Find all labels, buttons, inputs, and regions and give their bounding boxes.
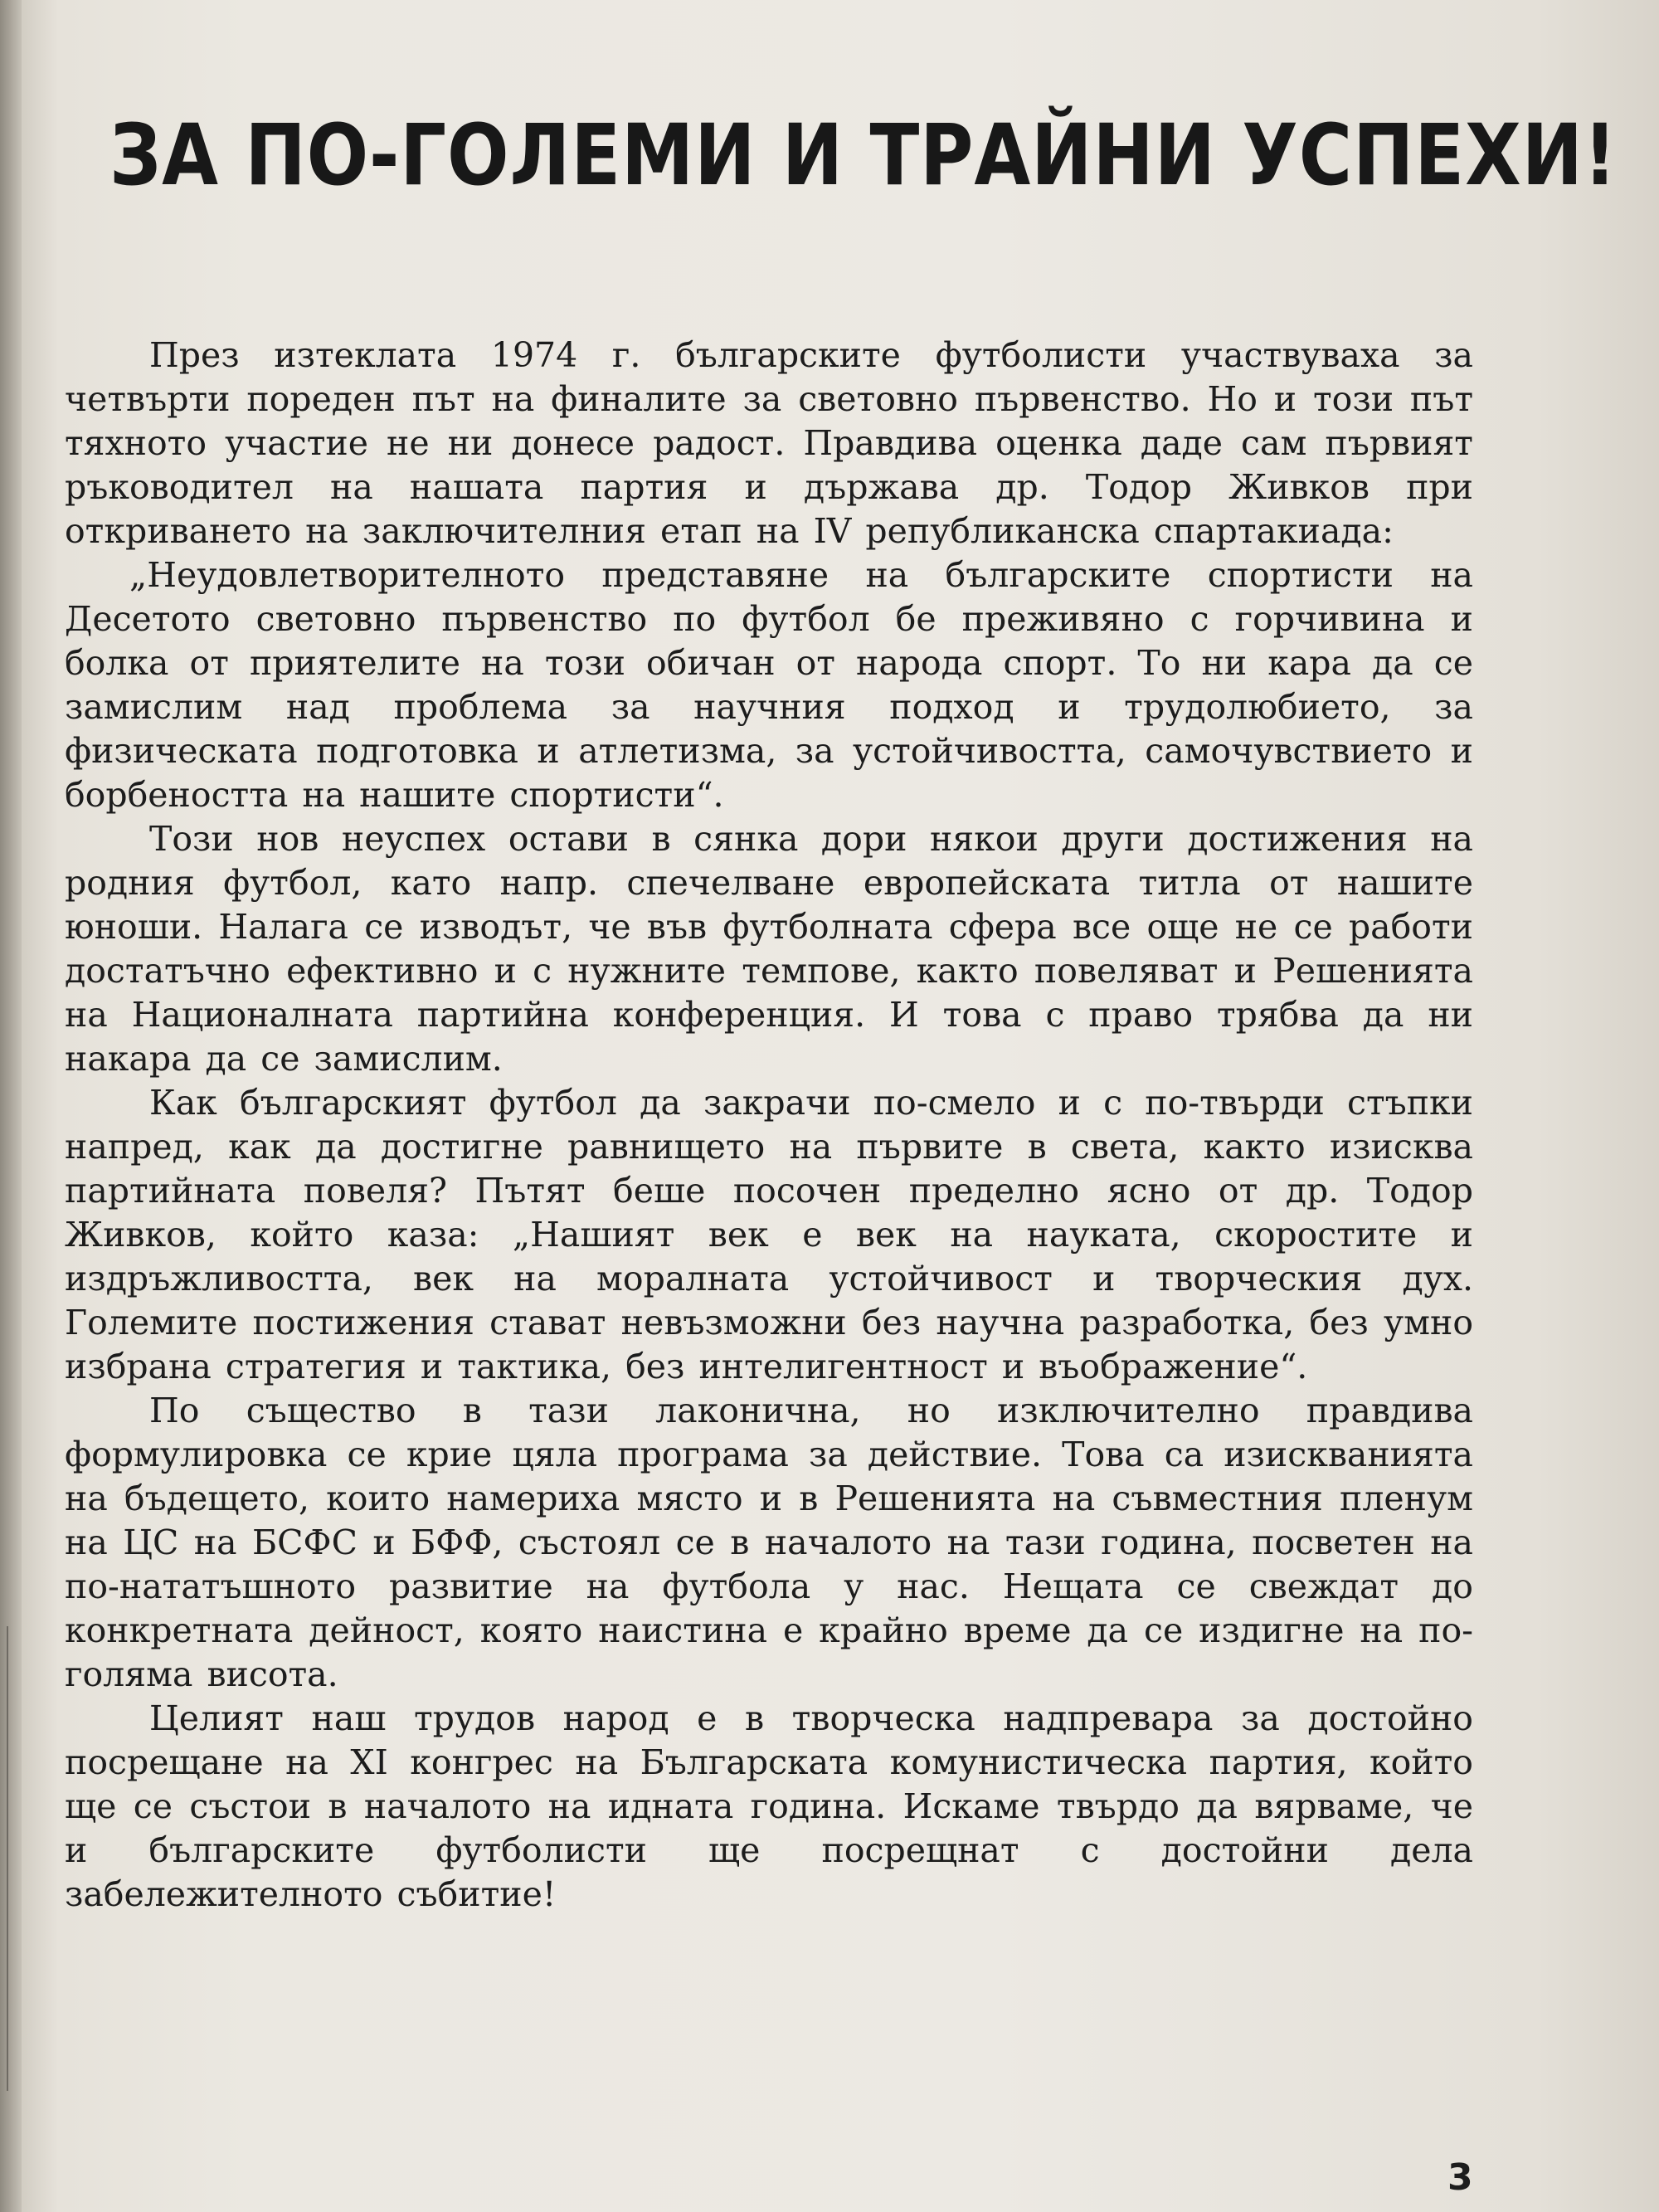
article-body bbox=[65, 334, 1473, 1917]
article-title: ЗА ПО-ГОЛЕМИ И ТРАЙНИ УСПЕХИ! bbox=[109, 106, 1618, 205]
paragraph-program: По същество в тази лаконична, но изключително правдива формулировка се крие цяла програма за действие. Това са изискванията на бъдещето, които намериха място и в Решенията на съвместния пленум на ЦС на БСФС и БФФ, състоял се в началото на тази година, посветен на по-нататъшното развитие на футбола у нас. Нещата се свеждат до конкретната дейност, която наистина е крайно време да се издигне на по-голяма висота. bbox=[65, 1391, 1473, 1694]
paragraph-conclusion: Целият наш трудов народ е в творческа надпревара за достойно посрещане на XI конгрес на Българската комунистическа партия, който ще се състои в началото на идната година. Искаме твърдо да вярваме, че и българските футболисти ще посрещнат с достойни дела забележителното събитие! bbox=[65, 1698, 1473, 1914]
binding-shadow bbox=[0, 0, 22, 2212]
paragraph-question: Как българският футбол да закрачи по-смело и с по-твърди стъпки напред, как да достигне равнището на първите в света, както изисква партийната повеля? Пътят беше посочен пределно ясно от др. Тодор Живков, който каза: „Нашият век е век на науката, скоростите и издръжливостта, век на моралната устойчивост и творческия дух. Големите постижения стават невъзможни без научна разработка, без умно избрана стратегия и тактика, без интелигентност и въображение“. bbox=[65, 1083, 1473, 1386]
margin-line bbox=[7, 1626, 8, 2091]
paragraph-failure: Този нов неуспех остави в сянка дори някои други достижения на родния футбол, като напр. спечелване европейската титла от нашите юноши. Налага се изводът, че във футболната сфера все още не се работи достатъчно ефективно и с нужните темпове, както повеляват и Решенията на Националната партийна конференция. И това с право трябва да ни накара да се замислим. bbox=[65, 819, 1473, 1079]
paragraph-quote: „Неудовлетворителното представяне на българските спортисти на Десетото световно първенство по футбол бе преживяно с горчивина и болка от приятелите на този обичан от народа спорт. То ни кара да се замислим над проблема за научния подход и трудолюбието, за физическата подготовка и атлетизма, за устойчивостта, самочувствието и борбеността на нашите спортисти“. bbox=[65, 555, 1473, 815]
page-number: 3 bbox=[1447, 2156, 1473, 2199]
paragraph-intro: През изтеклата 1974 г. българските футболисти участвуваха за четвърти пореден път на финалите за световно първенство. Но и този път тяхното участие не ни донесе радост. Правдива оценка даде сам първият ръководител на нашата партия и държава др. Тодор Живков при откриването на заключителния етап на IV републиканска спартакиада: bbox=[65, 335, 1473, 551]
